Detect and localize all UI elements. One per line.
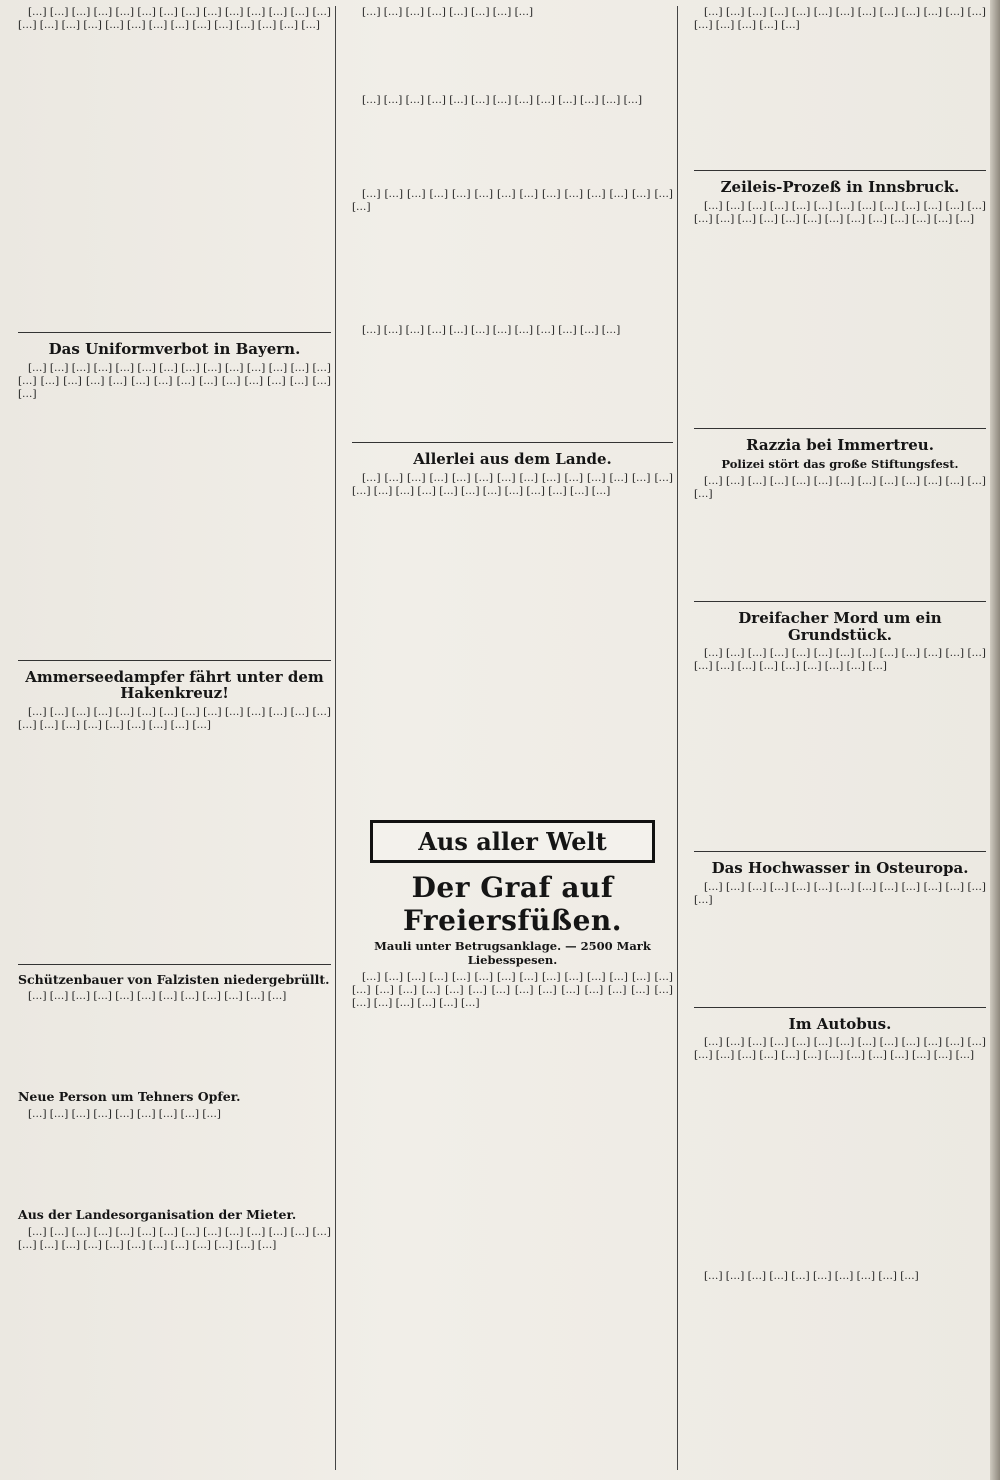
article-intro-left [18,6,331,324]
divider [18,660,331,661]
page-edge-shadow [990,0,1000,1480]
article-mieter [18,1208,331,1470]
article-body: […] […] […] […] […] […] […] […] […] […] […] […] […] […] […] […] […] […] […] […] […] […] […] […] […] […] […] […] […] […] […] […] […] […] [352,970,673,1009]
article-headline: Im Autobus. [788,1014,892,1033]
article-body: […] […] […] […] […] […] […] […] […] […] [704,1270,919,1282]
article-zeileis [694,179,986,420]
divider [18,332,331,333]
article-body: […] […] […] […] […] […] […] […] […] [28,1108,221,1120]
article-headline: Schützenbauer von Falzisten niedergebrüllt. [18,971,330,987]
divider [694,1007,986,1008]
article-body: […] […] […] […] […] […] […] […] […] […] […] […] […] […] […] […] […] […] […] […] […] […] […] […] […] […] […] […] […] [18,361,331,400]
article-headline: Allerlei aus dem Lande. [413,450,612,468]
article-autobus [694,1016,986,1263]
article-body: […] […] […] […] […] […] […] […] […] […] […] […] […] […] […] [352,188,673,214]
article-headline: Ammerseedampfer fährt unter dem Hakenkreuz! [25,667,324,702]
article-body: […] […] […] […] […] […] […] […] […] […] […] […] […] […] […] […] […] […] […] […] […] […] […] [18,705,331,731]
article-hochwasser [694,860,986,999]
divider [694,428,986,429]
article-middle-4 [352,324,673,434]
article-body: […] […] […] […] […] […] […] […] […] […] […] […] [362,324,621,336]
article-graf [352,871,673,1411]
article-middle-2 [352,94,673,180]
article-schuetzenbauer [18,973,331,1083]
article-body: […] […] […] […] […] […] […] […] […] […] […] […] […] […] […] […] […] […] […] […] […] […] […] […] […] […] […] […] [18,6,331,32]
column-grid [14,6,990,1470]
article-top-middle [352,6,673,86]
article-subhead: Polizei stört das große Stiftungsfest. [721,457,959,471]
article-headline: Neue Person um Tehners Opfer. [18,1089,241,1105]
article-allerlei [352,451,673,808]
article-headline: Zeileis-Prozeß in Innsbruck. [720,178,960,196]
article-body: […] […] […] […] […] […] […] […] […] […] […] […] […] […] […] […] […] […] […] […] […] […] [694,647,986,673]
article-razzia [694,437,986,594]
article-headline: Das Uniformverbot in Bayern. [48,340,301,358]
article-top-right [694,6,986,162]
article-middle-3 [352,188,673,316]
article-tehner [18,1090,331,1200]
article-body: […] […] […] […] […] […] […] […] [362,6,534,18]
divider [694,170,986,171]
article-body: […] […] […] […] […] […] […] […] […] […] […] […] […] […] […] […] […] […] […] […] […] […] […] […] […] […] [18,1225,331,1251]
article-body: […] […] […] […] […] […] […] […] […] […] […] […] […] […] […] […] […] […] […] […] […] […] […] […] […] […] [352,471,673,497]
divider [352,442,673,443]
article-ammerseedampfer [18,669,331,956]
article-headline: Razzia bei Immertreu. [746,435,934,454]
divider [694,601,986,602]
section-title-box: Aus aller Welt [370,820,655,863]
column-left [14,6,336,1470]
article-headline: Das Hochwasser in Osteuropa. [711,859,969,877]
article-bottom-right [694,1270,986,1362]
article-dreifacher-mord [694,610,986,843]
divider [18,964,331,965]
article-body: […] […] […] […] […] […] […] […] […] […] […] […] […] […] […] […] […] […] [694,6,986,32]
article-body: […] […] […] […] […] […] […] […] […] […] […] […] [28,990,287,1003]
article-body: […] […] […] […] […] […] […] […] […] […] […] […] […] […] […] […] […] […] […] […] […] […] […] […] […] […] [694,199,986,225]
column-right [690,6,990,1470]
divider [694,851,986,852]
article-body: […] […] […] […] […] […] […] […] […] […] […] […] […] […] [694,880,986,906]
article-headline: Dreifacher Mord um ein Grundstück. [738,609,942,644]
feature-subhead: Mauli unter Betrugsanklage. — 2500 Mark Liebesspesen. [374,938,651,967]
column-middle [348,6,678,1470]
feature-headline: Der Graf auf Freiersfüßen. [402,870,622,937]
article-body: […] […] […] […] […] […] […] […] […] […] […] […] […] […] […] […] […] […] […] […] […] […] […] […] […] […] [694,1036,986,1062]
article-body: […] […] […] […] […] […] […] […] […] […] […] […] […] [362,94,643,106]
article-uniformverbot [18,341,331,652]
article-body: […] […] […] […] […] […] […] […] […] […] […] […] […] […] [694,475,986,501]
article-headline: Aus der Landesorganisation der Mieter. [18,1207,297,1222]
